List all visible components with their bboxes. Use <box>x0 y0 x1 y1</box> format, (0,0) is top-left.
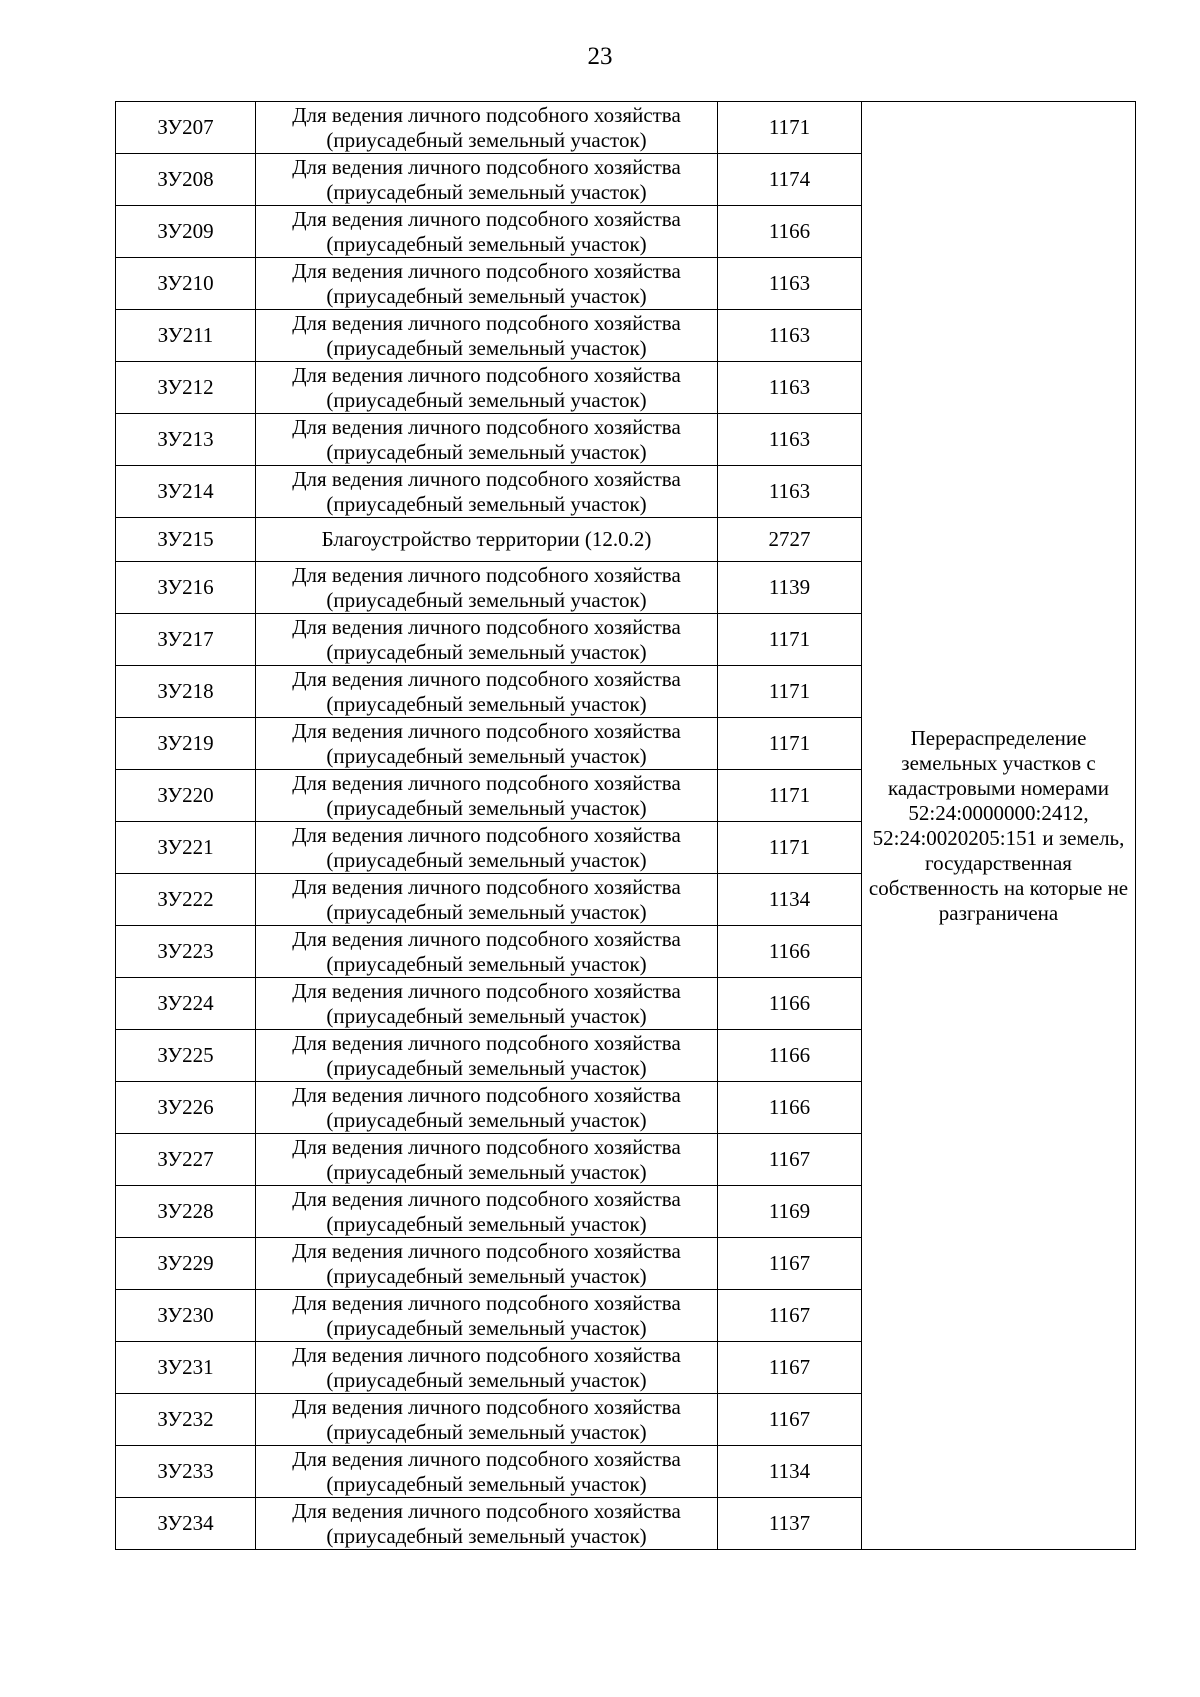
permitted-use-line-2: (приусадебный земельный участок) <box>326 1003 647 1028</box>
area-cell: 2727 <box>718 518 862 562</box>
plot-id-cell: ЗУ227 <box>116 1134 256 1186</box>
permitted-use-line-1: Благоустройство территории (12.0.2) <box>321 527 652 551</box>
permitted-use-line-2: (приусадебный земельный участок) <box>326 1055 647 1080</box>
permitted-use-line-2: (приусадебный земельный участок) <box>326 795 647 820</box>
permitted-use-cell <box>256 926 718 978</box>
area-cell: 1171 <box>718 770 862 822</box>
area-cell: 1134 <box>718 874 862 926</box>
permitted-use-cell <box>256 1290 718 1342</box>
permitted-use-line-2: (приусадебный земельный участок) <box>326 283 647 308</box>
permitted-use-cell <box>256 1342 718 1394</box>
area-cell: 1163 <box>718 310 862 362</box>
area-cell: 1167 <box>718 1342 862 1394</box>
permitted-use-cell <box>256 1446 718 1498</box>
permitted-use-line-2: (приусадебный земельный участок) <box>326 639 647 664</box>
plot-id-cell: ЗУ211 <box>116 310 256 362</box>
plot-id-cell: ЗУ223 <box>116 926 256 978</box>
permitted-use-line-1: Для ведения личного подсобного хозяйства <box>292 206 681 231</box>
permitted-use-line-2: (приусадебный земельный участок) <box>326 1159 647 1184</box>
permitted-use-line-1: Для ведения личного подсобного хозяйства <box>292 1394 681 1419</box>
plot-id-cell: ЗУ231 <box>116 1342 256 1394</box>
permitted-use-line-2: (приусадебный земельный участок) <box>326 1471 647 1496</box>
permitted-use-cell <box>256 1238 718 1290</box>
plot-id-cell: ЗУ219 <box>116 718 256 770</box>
permitted-use-line-1: Для ведения личного подсобного хозяйства <box>292 1030 681 1055</box>
plot-id-cell: ЗУ207 <box>116 102 256 154</box>
permitted-use-line-1: Для ведения личного подсобного хозяйства <box>292 1290 681 1315</box>
plot-id-cell: ЗУ228 <box>116 1186 256 1238</box>
area-cell: 1163 <box>718 414 862 466</box>
permitted-use-line-2: (приусадебный земельный участок) <box>326 743 647 768</box>
plot-id-cell: ЗУ216 <box>116 562 256 614</box>
area-cell: 1166 <box>718 926 862 978</box>
permitted-use-cell <box>256 562 718 614</box>
permitted-use-line-1: Для ведения личного подсобного хозяйства <box>292 1134 681 1159</box>
permitted-use-cell <box>256 718 718 770</box>
plot-id-cell: ЗУ210 <box>116 258 256 310</box>
area-cell: 1166 <box>718 1082 862 1134</box>
plot-id-cell: ЗУ229 <box>116 1238 256 1290</box>
permitted-use-line-2: (приусадебный земельный участок) <box>326 387 647 412</box>
permitted-use-line-1: Для ведения личного подсобного хозяйства <box>292 102 681 127</box>
permitted-use-line-1: Для ведения личного подсобного хозяйства <box>292 874 681 899</box>
area-cell: 1139 <box>718 562 862 614</box>
permitted-use-cell <box>256 466 718 518</box>
permitted-use-line-1: Для ведения личного подсобного хозяйства <box>292 666 681 691</box>
permitted-use-line-2: (приусадебный земельный участок) <box>326 1419 647 1444</box>
plot-id-cell: ЗУ217 <box>116 614 256 666</box>
area-cell: 1167 <box>718 1238 862 1290</box>
permitted-use-line-1: Для ведения личного подсобного хозяйства <box>292 310 681 335</box>
permitted-use-cell <box>256 666 718 718</box>
permitted-use-line-1: Для ведения личного подсобного хозяйства <box>292 1082 681 1107</box>
land-plots-table-body <box>116 102 1136 1550</box>
area-cell: 1171 <box>718 666 862 718</box>
permitted-use-cell <box>256 102 718 154</box>
area-cell: 1174 <box>718 154 862 206</box>
permitted-use-cell <box>256 614 718 666</box>
plot-id-cell: ЗУ214 <box>116 466 256 518</box>
page-number: 23 <box>587 43 613 70</box>
permitted-use-cell <box>256 362 718 414</box>
plot-id-cell: ЗУ232 <box>116 1394 256 1446</box>
area-cell: 1169 <box>718 1186 862 1238</box>
permitted-use-line-1: Для ведения личного подсобного хозяйства <box>292 562 681 587</box>
permitted-use-line-1: Для ведения личного подсобного хозяйства <box>292 1238 681 1263</box>
plot-id-cell: ЗУ226 <box>116 1082 256 1134</box>
area-cell: 1163 <box>718 362 862 414</box>
plot-id-cell: ЗУ208 <box>116 154 256 206</box>
permitted-use-line-1: Для ведения личного подсобного хозяйства <box>292 154 681 179</box>
area-cell: 1134 <box>718 1446 862 1498</box>
permitted-use-line-2: (приусадебный земельный участок) <box>326 231 647 256</box>
permitted-use-line-2: (приусадебный земельный участок) <box>326 439 647 464</box>
permitted-use-cell <box>256 1186 718 1238</box>
permitted-use-cell <box>256 1134 718 1186</box>
permitted-use-cell <box>256 154 718 206</box>
plot-id-cell: ЗУ221 <box>116 822 256 874</box>
permitted-use-line-2: (приусадебный земельный участок) <box>326 179 647 204</box>
area-cell: 1166 <box>718 1030 862 1082</box>
permitted-use-cell <box>256 310 718 362</box>
permitted-use-line-1: Для ведения личного подсобного хозяйства <box>292 414 681 439</box>
area-cell: 1171 <box>718 614 862 666</box>
plot-id-cell: ЗУ234 <box>116 1498 256 1550</box>
permitted-use-cell <box>256 1082 718 1134</box>
area-cell: 1167 <box>718 1394 862 1446</box>
formation-method-cell: Перераспределение земельных участков с кадастровыми номерами 52:24:0000000:2412, 52:24:0020205:151 и земель, государственная собственность на которые не разграничена <box>862 102 1136 1550</box>
plot-id-cell: ЗУ224 <box>116 978 256 1030</box>
permitted-use-line-1: Для ведения личного подсобного хозяйства <box>292 822 681 847</box>
plot-id-cell: ЗУ233 <box>116 1446 256 1498</box>
permitted-use-cell <box>256 258 718 310</box>
permitted-use-line-2: (приусадебный земельный участок) <box>326 127 647 152</box>
permitted-use-line-1: Для ведения личного подсобного хозяйства <box>292 258 681 283</box>
permitted-use-line-1: Для ведения личного подсобного хозяйства <box>292 466 681 491</box>
area-cell: 1163 <box>718 466 862 518</box>
plot-id-cell: ЗУ222 <box>116 874 256 926</box>
permitted-use-line-2: (приусадебный земельный участок) <box>326 491 647 516</box>
permitted-use-line-1: Для ведения личного подсобного хозяйства <box>292 362 681 387</box>
permitted-use-line-2: (приусадебный земельный участок) <box>326 1523 647 1548</box>
permitted-use-cell <box>256 518 718 562</box>
permitted-use-line-1: Для ведения личного подсобного хозяйства <box>292 1186 681 1211</box>
permitted-use-cell <box>256 770 718 822</box>
area-cell: 1167 <box>718 1290 862 1342</box>
permitted-use-line-1: Для ведения личного подсобного хозяйства <box>292 1342 681 1367</box>
permitted-use-cell <box>256 822 718 874</box>
area-cell: 1171 <box>718 102 862 154</box>
permitted-use-line-1: Для ведения личного подсобного хозяйства <box>292 926 681 951</box>
land-plots-table <box>115 101 1136 1550</box>
permitted-use-line-1: Для ведения личного подсобного хозяйства <box>292 614 681 639</box>
permitted-use-line-2: (приусадебный земельный участок) <box>326 587 647 612</box>
permitted-use-cell <box>256 978 718 1030</box>
plot-id-cell: ЗУ213 <box>116 414 256 466</box>
area-cell: 1167 <box>718 1134 862 1186</box>
plot-id-cell: ЗУ212 <box>116 362 256 414</box>
permitted-use-line-1: Для ведения личного подсобного хозяйства <box>292 1498 681 1523</box>
permitted-use-cell <box>256 1394 718 1446</box>
permitted-use-line-2: (приусадебный земельный участок) <box>326 847 647 872</box>
permitted-use-line-2: (приусадебный земельный участок) <box>326 1263 647 1288</box>
permitted-use-cell <box>256 206 718 258</box>
permitted-use-line-2: (приусадебный земельный участок) <box>326 951 647 976</box>
area-cell: 1171 <box>718 718 862 770</box>
table-row <box>116 102 1136 154</box>
permitted-use-line-2: (приусадебный земельный участок) <box>326 1211 647 1236</box>
permitted-use-line-2: (приусадебный земельный участок) <box>326 899 647 924</box>
permitted-use-line-1: Для ведения личного подсобного хозяйства <box>292 1446 681 1471</box>
permitted-use-line-1: Для ведения личного подсобного хозяйства <box>292 770 681 795</box>
permitted-use-cell <box>256 414 718 466</box>
plot-id-cell: ЗУ225 <box>116 1030 256 1082</box>
plot-id-cell: ЗУ230 <box>116 1290 256 1342</box>
permitted-use-line-2: (приусадебный земельный участок) <box>326 691 647 716</box>
permitted-use-cell <box>256 1498 718 1550</box>
area-cell: 1137 <box>718 1498 862 1550</box>
permitted-use-line-2: (приусадебный земельный участок) <box>326 1367 647 1392</box>
area-cell: 1166 <box>718 206 862 258</box>
permitted-use-line-1: Для ведения личного подсобного хозяйства <box>292 978 681 1003</box>
permitted-use-cell <box>256 1030 718 1082</box>
plot-id-cell: ЗУ218 <box>116 666 256 718</box>
permitted-use-cell <box>256 874 718 926</box>
plot-id-cell: ЗУ215 <box>116 518 256 562</box>
permitted-use-line-1: Для ведения личного подсобного хозяйства <box>292 718 681 743</box>
area-cell: 1166 <box>718 978 862 1030</box>
plot-id-cell: ЗУ220 <box>116 770 256 822</box>
plot-id-cell: ЗУ209 <box>116 206 256 258</box>
permitted-use-line-2: (приусадебный земельный участок) <box>326 1315 647 1340</box>
permitted-use-line-2: (приусадебный земельный участок) <box>326 1107 647 1132</box>
area-cell: 1171 <box>718 822 862 874</box>
permitted-use-line-2: (приусадебный земельный участок) <box>326 335 647 360</box>
area-cell: 1163 <box>718 258 862 310</box>
